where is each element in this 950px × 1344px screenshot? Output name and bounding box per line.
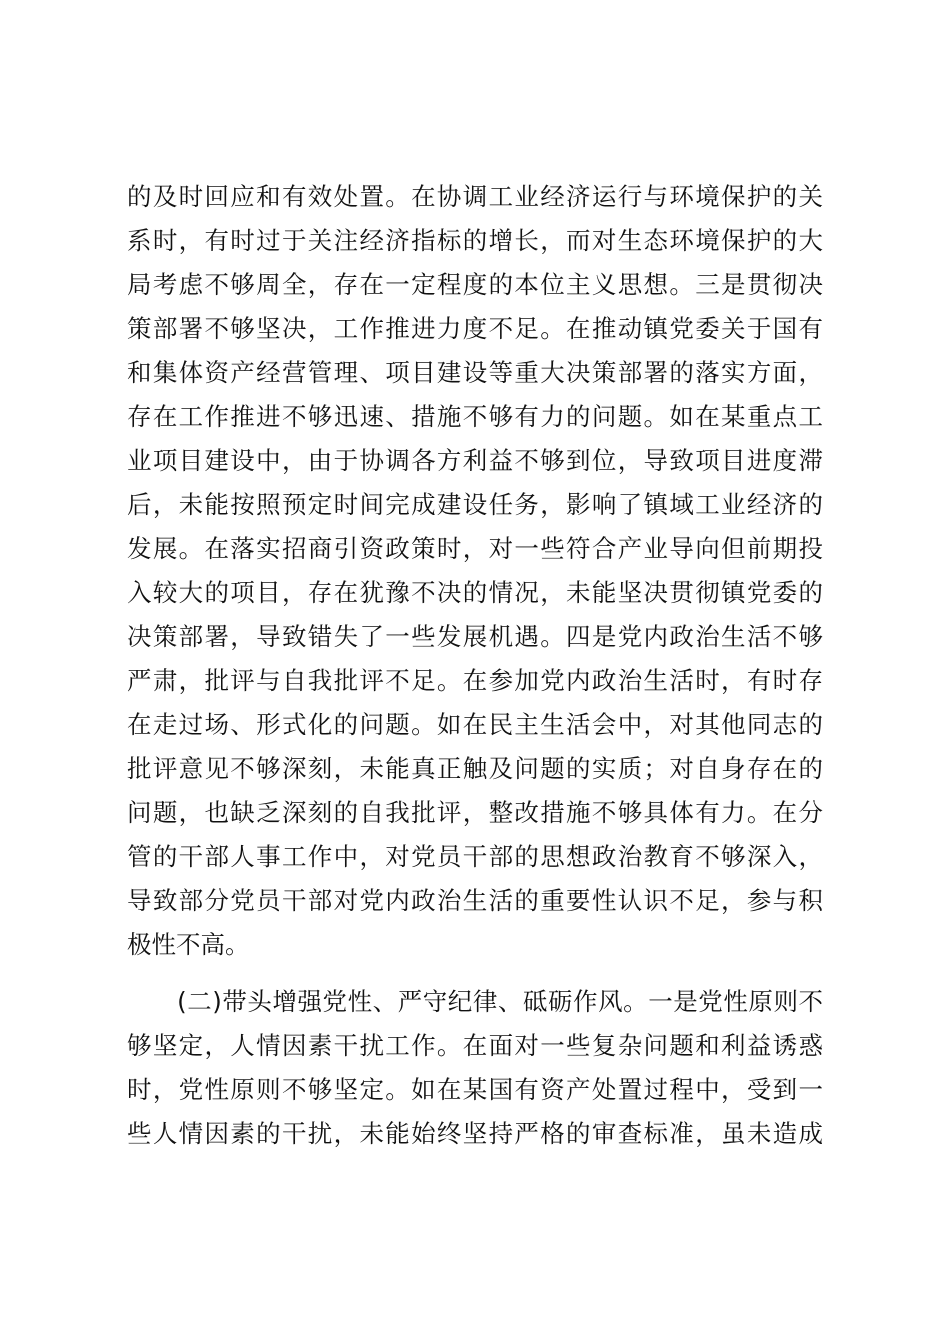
text-line: 入较大的项目，存在犹豫不决的情况，未能坚决贯彻镇党委的 <box>127 578 823 607</box>
text-line: 导致部分党员干部对党内政治生活的重要性认识不足，参与积 <box>127 886 823 915</box>
text-line: 决策部署，导致错失了一些发展机遇。四是党内政治生活不够 <box>127 622 823 651</box>
text-line: 时，党性原则不够坚定。如在某国有资产处置过程中，受到一 <box>127 1075 823 1104</box>
text-line: 系时，有时过于关注经济指标的增长，而对生态环境保护的大 <box>127 226 823 255</box>
text-line: (二)带头增强党性、严守纪律、砥砺作风。一是党性原则不 <box>127 987 823 1016</box>
text-line: 存在工作推进不够迅速、措施不够有力的问题。如在某重点工 <box>127 402 823 431</box>
text-line: 够坚定，人情因素干扰工作。在面对一些复杂问题和利益诱惑 <box>127 1031 823 1060</box>
text-line: 极性不高。 <box>127 930 250 959</box>
text-line: 后，未能按照预定时间完成建设任务，影响了镇域工业经济的 <box>127 490 823 519</box>
text-line: 些人情因素的干扰，未能始终坚持严格的审查标准，虽未造成 <box>127 1119 823 1148</box>
text-line: 问题，也缺乏深刻的自我批评，整改措施不够具体有力。在分 <box>127 798 823 827</box>
text-line: 和集体资产经营管理、项目建设等重大决策部署的落实方面， <box>127 358 823 387</box>
text-line: 在走过场、形式化的问题。如在民主生活会中，对其他同志的 <box>127 710 823 739</box>
text-line: 局考虑不够周全，存在一定程度的本位主义思想。三是贯彻决 <box>127 270 823 299</box>
text-line: 批评意见不够深刻，未能真正触及问题的实质；对自身存在的 <box>127 754 823 783</box>
text-line: 策部署不够坚决，工作推进力度不足。在推动镇党委关于国有 <box>127 314 823 343</box>
text-line: 的及时回应和有效处置。在协调工业经济运行与环境保护的关 <box>127 182 823 211</box>
text-line: 管的干部人事工作中，对党员干部的思想政治教育不够深入， <box>127 842 823 871</box>
text-line: 严肃，批评与自我批评不足。在参加党内政治生活时，有时存 <box>127 666 823 695</box>
text-line: 业项目建设中，由于协调各方利益不够到位，导致项目进度滞 <box>127 446 823 475</box>
text-line: 发展。在落实招商引资政策时，对一些符合产业导向但前期投 <box>127 534 823 563</box>
